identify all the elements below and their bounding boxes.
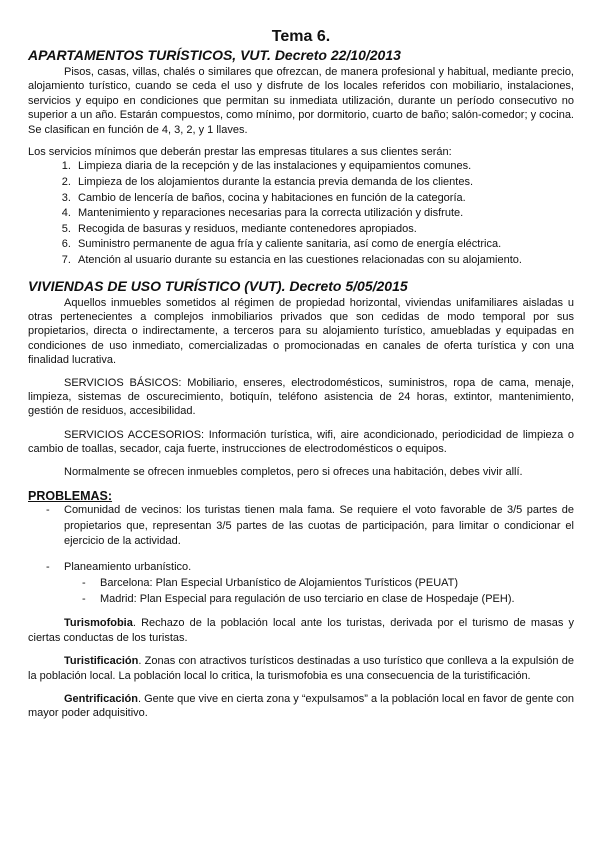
section-heading-apartamentos: APARTAMENTOS TURÍSTICOS, VUT. Decreto 22/10/2013: [28, 47, 401, 63]
services-intro: Los servicios mínimos que deberán prestar las empresas titulares a sus clientes serán:: [28, 146, 452, 159]
dash-marker: -: [46, 504, 50, 517]
problemas-heading: PROBLEMAS:: [28, 489, 113, 504]
list-item: [28, 591, 574, 607]
plan-barcelona: Barcelona: Plan Especial Urbanístico de Alojamientos Turísticos (PEUAT): [100, 577, 459, 590]
dash-marker: -: [82, 577, 86, 590]
dash-marker: -: [82, 593, 86, 606]
list-item: 1. Limpieza diaria de la recepción y de las instalaciones y equipamientos comunes.: [74, 159, 574, 175]
term-label: Gentrificación: [64, 693, 138, 706]
plan-madrid: Madrid: Plan Especial para regulación de uso terciario en clase de Hospedaje (PEH).: [100, 593, 515, 606]
section-heading-viviendas: VIVIENDAS DE USO TURÍSTICO (VUT). Decreto 5/05/2015: [28, 277, 408, 294]
problema-comunidad: Comunidad de vecinos: los turistas tienen mala fama. Se requiere el voto favorable de 3/5 partes de propietarios que, representan 3/5 partes de las cuotas de participación, para limitar o condicionar el ejercicio de la actividad.: [64, 504, 574, 548]
term-definition: . Rechazo de la población local ante los turistas, derivada por el turismo de masas y ciertas conductas de los turistas.: [28, 617, 574, 644]
list-item: [28, 560, 574, 576]
term-definition: . Gente que vive en cierta zona y “expulsamos” a la población local en favor de gente con mayor poder adquisitivo.: [28, 693, 574, 720]
list-item: [28, 503, 574, 550]
viviendas-note: Normalmente se ofrecen inmuebles completos, pero si ofreces una habitación, debes vivir allí.: [64, 465, 523, 478]
page-title: Tema 6.: [271, 28, 331, 45]
list-item: 5. Recogida de basuras y residuos, mediante contenedores apropiados.: [74, 222, 574, 238]
list-item: 6. Suministro permanente de agua fría y caliente sanitaria, así como de energía eléctrica.: [74, 237, 574, 253]
list-item: 4. Mantenimiento y reparaciones necesarias para la correcta utilización y disfrute.: [74, 206, 574, 222]
document-page: [28, 28, 574, 721]
services-list: [28, 159, 574, 268]
servicios-accesorios: SERVICIOS ACCESORIOS: Información turística, wifi, aire acondicionado, periodicidad de limpieza o cambio de toallas, secador, caja fuerte, instrucciones de electrodomésticos o equipos.: [28, 428, 574, 456]
term-gentrificacion: [28, 692, 574, 721]
term-turistificacion: [28, 654, 574, 683]
viviendas-definition: Aquellos inmuebles sometidos al régimen de propiedad horizontal, viviendas unifamiliares aisladas u otras pertenecientes a complejos inmobiliarios privados que son cedidas de modo temporal por sus propietarios, directa o indirectamente, a terceros para su alojamiento turístico, amuebladas y equipadas en condiciones de uso inmediato, comercializadas o promocionadas en canales de oferta turística y con una finalidad lucrativa.: [28, 296, 574, 367]
term-label: Turismofobia: [64, 617, 133, 630]
list-item: [28, 575, 574, 591]
list-item: 2. Limpieza de los alojamientos durante la estancia previa demanda de los clientes.: [74, 175, 574, 191]
term-definition: . Zonas con atractivos turísticos destinadas a uso turístico que conlleva a la expulsión de la población local. La población local lo critica, la turismofobia es una consecuencia de la turistificación.: [28, 655, 574, 682]
list-item: 3. Cambio de lencería de baños, cocina y habitaciones en función de la categoría.: [74, 191, 574, 207]
term-label: Turistificación: [64, 655, 139, 668]
list-item: 7. Atención al usuario durante su estancia en las cuestiones relacionadas con su alojamiento.: [74, 253, 574, 269]
dash-marker: -: [46, 560, 50, 573]
servicios-basicos: SERVICIOS BÁSICOS: Mobiliario, enseres, electrodomésticos, suministros, ropa de cama, menaje, limpieza, sistemas de oscurecimiento, botiquín, teléfono asistencia de 24 horas, extintor, mantenimiento, gestión de residuos, accesibilidad.: [28, 376, 574, 418]
problema-planeamiento: Planeamiento urbanístico.: [64, 560, 192, 573]
apartamentos-definition: Pisos, casas, villas, chalés o similares que ofrezcan, de manera profesional y habitual, mediante precio, alojamiento turístico, cuando se ceda el uso y disfrute de los locales referidos con mobiliario, instalaciones, servicios y equipo en condiciones que permitan su inmediata utilización, durante un período consecutivo no superior a un año. Estarán compuestos, como mínimo, por dormitorio, cuarto de baño; salón-comedor; y cocina. Se clasifican en función de 4, 3, 2, y 1 llaves.: [28, 66, 574, 136]
term-turismofobia: [28, 616, 574, 645]
